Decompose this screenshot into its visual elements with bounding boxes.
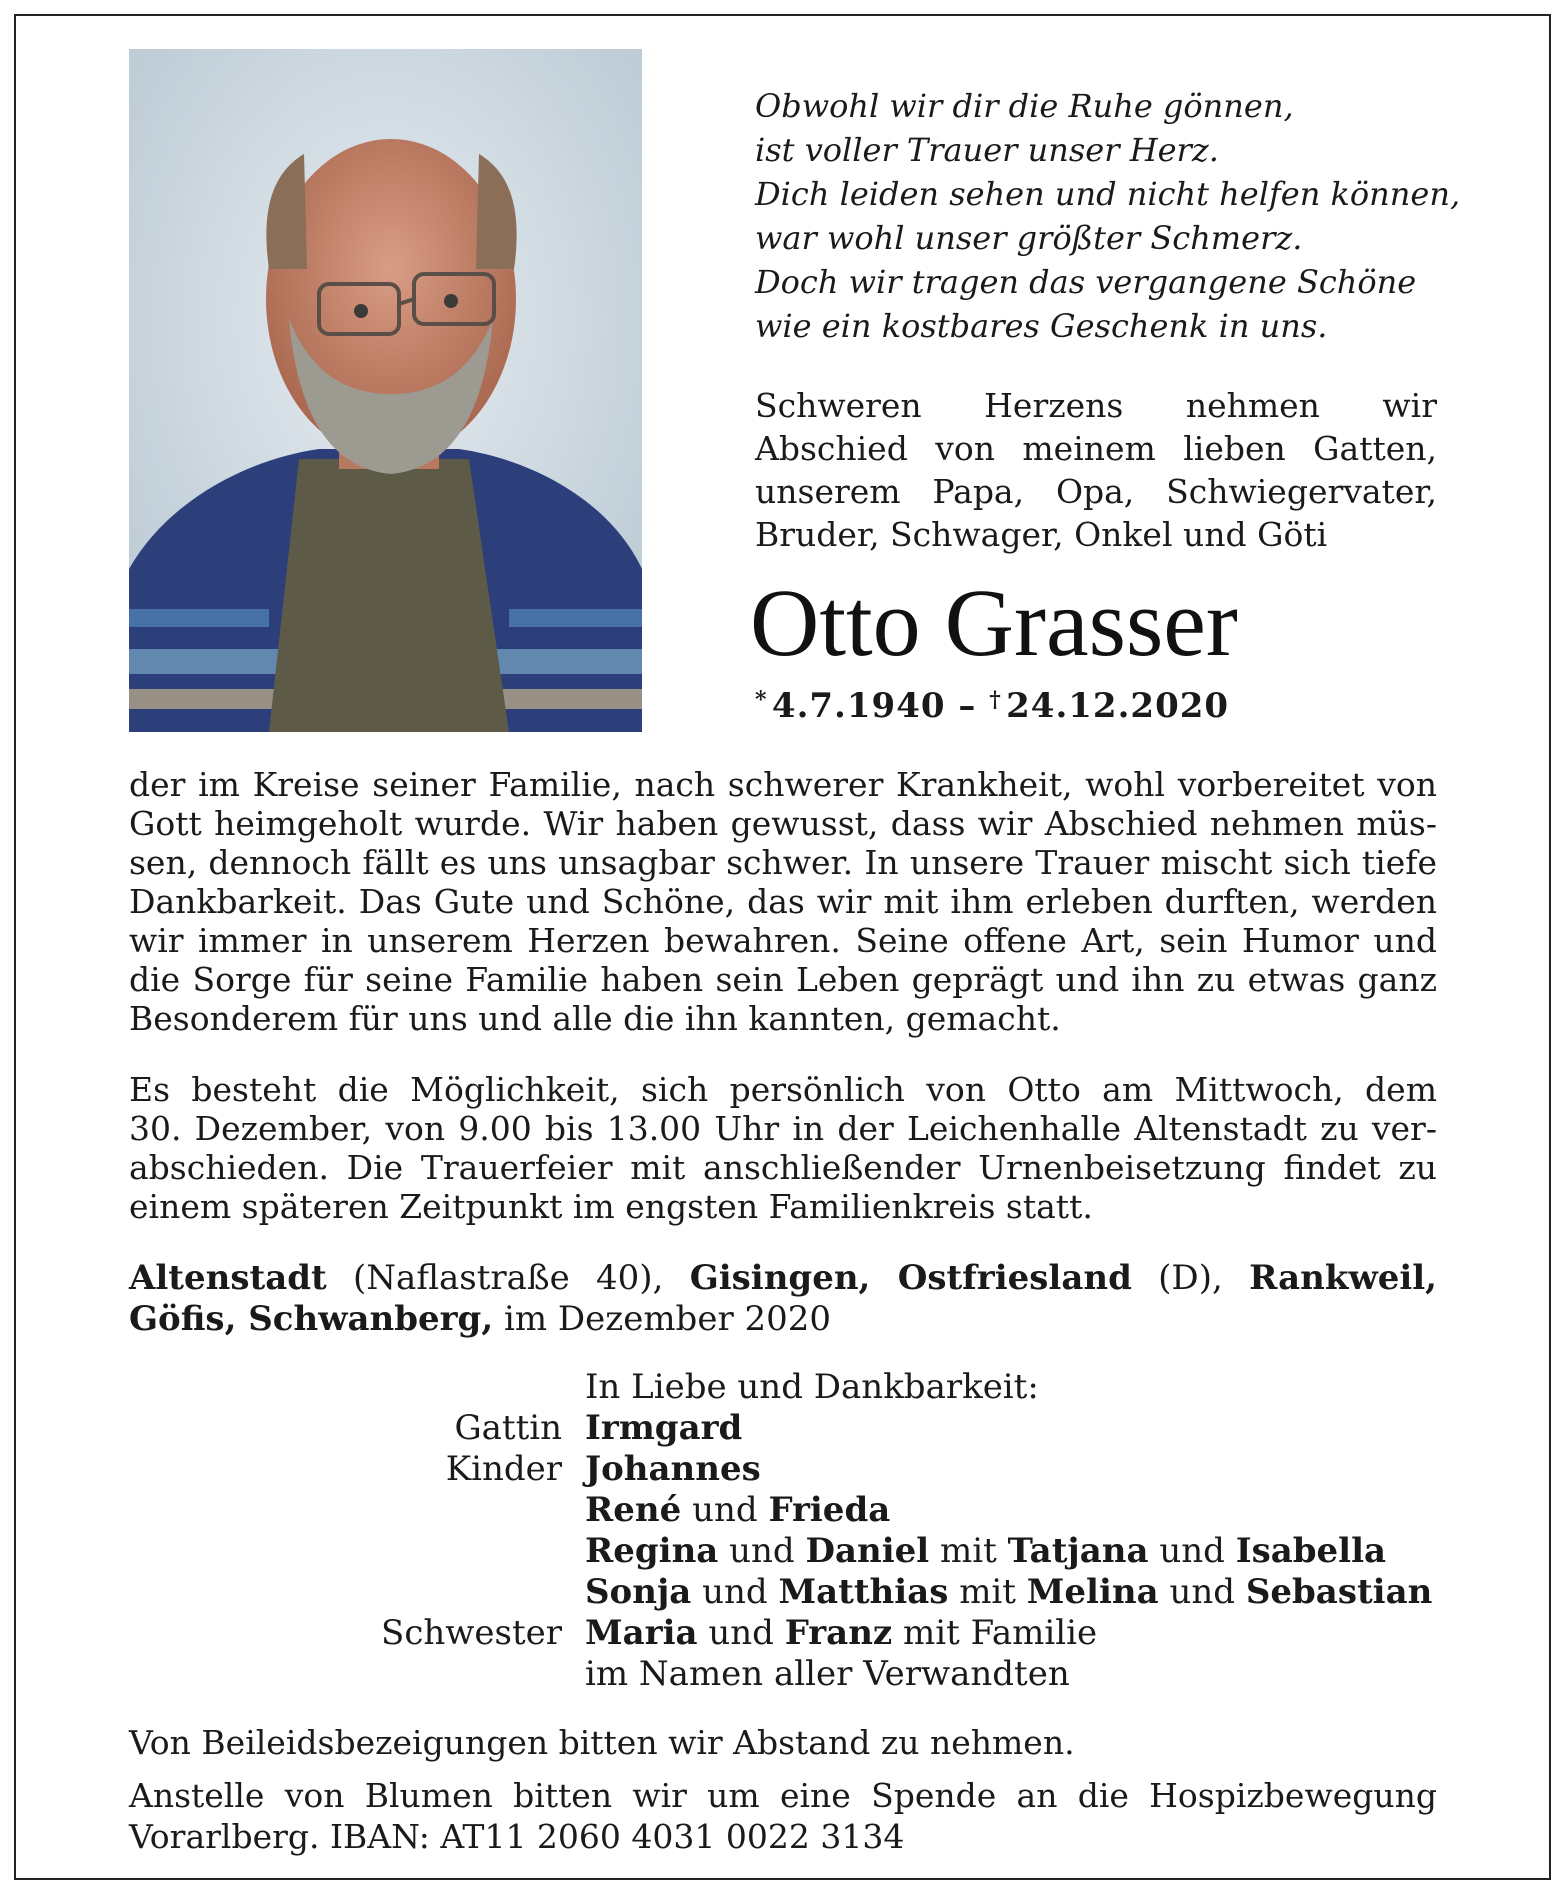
family-member: Maria — [585, 1613, 698, 1653]
poem-line: ist voller Trauer unser Herz. — [755, 131, 1219, 169]
life-dates — [755, 686, 1229, 726]
death-date: 24.12.2020 — [1006, 686, 1230, 726]
family-member: Johannes — [585, 1449, 761, 1489]
relatives-line: im Namen aller Verwandten — [585, 1654, 1070, 1694]
family-member: René — [585, 1490, 682, 1530]
text-line: wir immer in unserem Herzen bewahren. Seine offene Art, sein Humor und — [129, 921, 1437, 960]
poem-line: Doch wir tragen das vergangene Schöne — [755, 263, 1417, 301]
intro-line: unserem Papa, Opa, Schwiegervater, — [755, 472, 1437, 511]
family-member: Franz — [784, 1613, 893, 1653]
intro-line: Schweren Herzens nehmen wir — [755, 386, 1437, 425]
paragraph-farewell — [129, 1070, 1437, 1226]
connector: mit — [940, 1531, 997, 1571]
poem-line: war wohl unser größter Schmerz. — [755, 219, 1303, 257]
poem-line: Dich leiden sehen und nicht helfen können, — [755, 175, 1461, 213]
places-line-2 — [129, 1299, 1437, 1340]
text-line: Dankbarkeit. Das Gute und Schöne, das wir mit ihm erleben durften, werden — [129, 882, 1437, 921]
text-line: abschieden. Die Trauerfeier mit anschließender Urnenbeisetzung findet zu — [129, 1148, 1437, 1187]
connector: mit — [959, 1572, 1016, 1612]
text-line: Anstelle von Blumen bitten wir um eine Spende an die Hospizbewegung — [129, 1776, 1437, 1815]
connector: und — [708, 1613, 774, 1653]
closing-donation — [129, 1775, 1437, 1857]
place-date: im Dezember 2020 — [503, 1299, 832, 1339]
family-member: Melina — [1026, 1572, 1159, 1612]
text-line: Besonderem für uns und alle die ihn kannten, gemacht. — [129, 999, 1061, 1038]
family-heading: In Liebe und Dankbarkeit: — [585, 1367, 1039, 1407]
places-line — [129, 1258, 1437, 1340]
family-role: Gattin — [454, 1408, 562, 1448]
place: Rankweil, — [1249, 1258, 1438, 1298]
family-member: Matthias — [778, 1572, 949, 1612]
birth-symbol: * — [755, 687, 768, 713]
text-line: die Sorge für seine Familie haben sein Leben geprägt und ihn zu etwas ganz — [129, 960, 1437, 999]
paragraph-main — [129, 765, 1437, 1038]
connector: und — [692, 1490, 758, 1530]
intro-line: Abschied von meinem lieben Gatten, — [755, 429, 1437, 468]
text-line: einem späteren Zeitpunkt im engsten Familienkreis statt. — [129, 1187, 1093, 1226]
family-member: Sonja — [585, 1572, 692, 1612]
text-line: Es besteht die Möglichkeit, sich persönlich von Otto am Mittwoch, dem — [129, 1070, 1437, 1109]
family-role: Schwester — [381, 1613, 562, 1653]
text-line: Von Beileidsbezeigungen bitten wir Abstand zu nehmen. — [129, 1723, 1075, 1762]
family-member: Irmgard — [585, 1408, 743, 1448]
family-member: Isabella — [1235, 1531, 1387, 1571]
poem — [755, 84, 1461, 348]
text-line: 30. Dezember, von 9.00 bis 13.00 Uhr in der Leichenhalle Altenstadt zu ver- — [129, 1109, 1437, 1148]
connector: und — [1159, 1531, 1225, 1571]
intro-text — [755, 384, 1437, 513]
connector: und — [729, 1531, 795, 1571]
poem-line: wie ein kostbares Geschenk in uns. — [755, 307, 1328, 345]
family-member: Sebastian — [1245, 1572, 1433, 1612]
text-line: Gott heimgeholt wurde. Wir haben gewusst, dass wir Abschied nehmen müs- — [129, 804, 1437, 843]
connector: mit Familie — [903, 1613, 1098, 1653]
place: Gisingen, Ostfriesland — [689, 1258, 1132, 1298]
family-member: Regina — [585, 1531, 719, 1571]
family-member: Daniel — [805, 1531, 930, 1571]
place: Göfis, Schwanberg, — [129, 1299, 494, 1339]
text-line: der im Kreise seiner Familie, nach schwerer Krankheit, wohl vorbereitet von — [129, 765, 1437, 804]
place: Altenstadt — [129, 1258, 327, 1298]
family-member: Frieda — [768, 1490, 891, 1530]
family-role: Kinder — [445, 1449, 562, 1489]
birth-date: 4.7.1940 — [771, 686, 946, 726]
connector: und — [702, 1572, 768, 1612]
intro-line: Bruder, Schwager, Onkel und Göti — [755, 515, 1328, 554]
poem-line: Obwohl wir dir die Ruhe gönnen, — [755, 87, 1294, 125]
family-member: Tatjana — [1007, 1531, 1149, 1571]
portrait-photo — [129, 49, 642, 732]
closing-condolences — [129, 1722, 1437, 1763]
place-note: (D), — [1158, 1258, 1223, 1298]
date-separator: – — [958, 686, 977, 726]
connector: und — [1169, 1572, 1236, 1612]
death-symbol: † — [989, 687, 1002, 713]
text-line: Vorarlberg. IBAN: AT11 2060 4031 0022 3134 — [129, 1817, 905, 1856]
place-note: (Naflastraße 40), — [353, 1258, 664, 1298]
text-line: sen, dennoch fällt es uns unsagbar schwer. In unsere Trauer mischt sich tiefe — [129, 843, 1437, 882]
places-line-1 — [129, 1258, 1437, 1299]
deceased-name: Otto Grasser — [750, 569, 1238, 676]
